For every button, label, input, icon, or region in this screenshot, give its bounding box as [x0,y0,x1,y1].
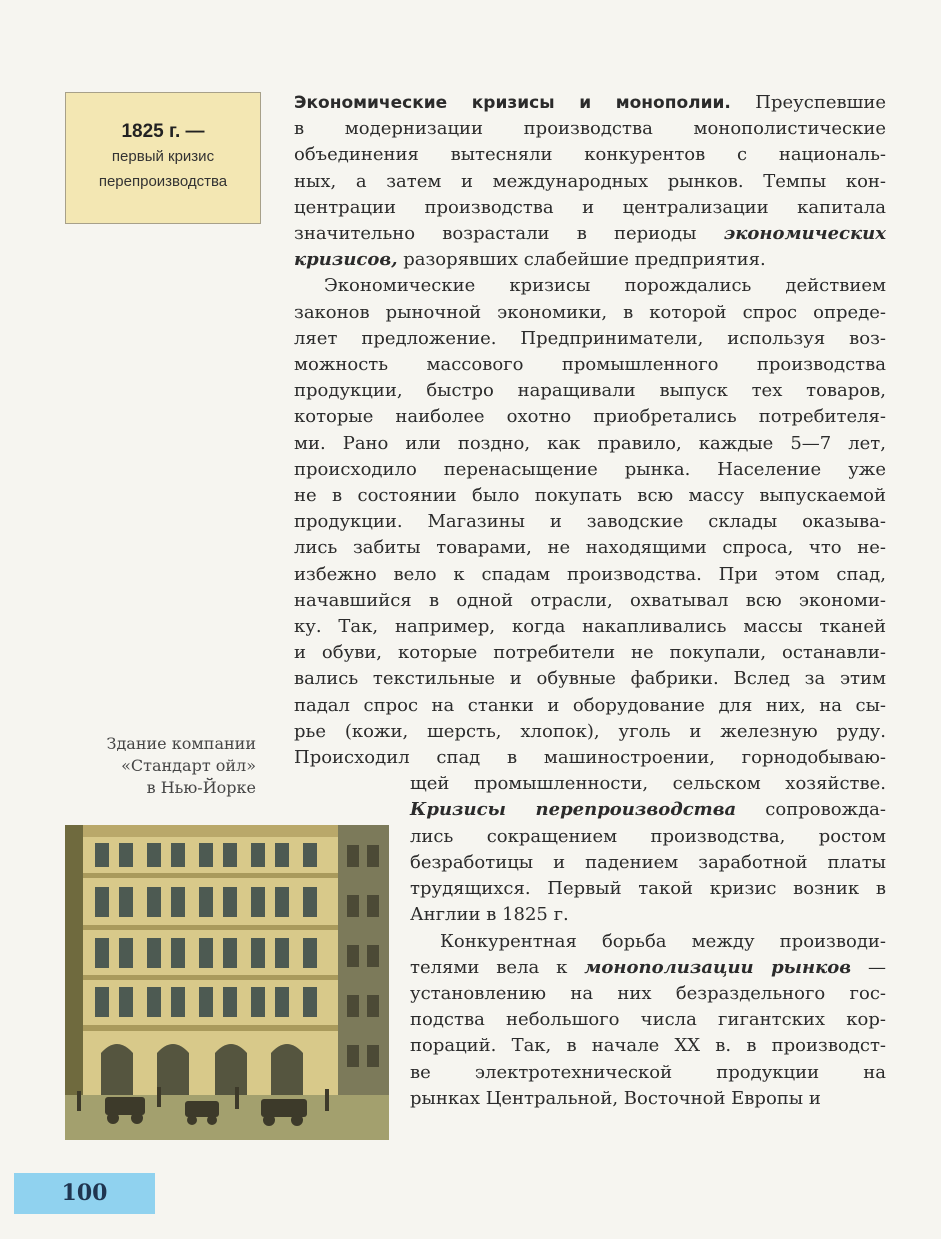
text-line: Англии в 1825 г. [410,904,569,926]
text-line: продукции, быстро наращивали выпуск тех товаров, [294,380,886,402]
text-line: Конкурентная борьба между производи- [440,930,886,952]
image-caption [36,733,256,799]
text-line: вались текстильные и обувные фабрики. Вслед за этим [294,668,886,690]
text-fragment: разорявших слабейшие предприятия. [397,249,766,271]
text-line: не в состоянии было покупать всю массу выпускаемой [294,485,886,507]
text-line: законов рыночной экономики, в которой спрос опреде- [294,301,886,323]
text-line: избежно вело к спадам производства. При этом спад, [294,563,886,585]
text-line: ляет предложение. Предприниматели, используя воз- [294,327,886,349]
text-line [294,221,886,247]
text-fragment: — [851,956,887,978]
text-line: ных, а затем и международных рынков. Темпы кон- [294,170,886,192]
main-text [294,90,886,1112]
text-line [294,90,886,116]
text-line: безработицы и падением заработной платы [410,851,886,873]
text-line: пораций. Так, в начале XX в. в производст- [410,1035,886,1057]
text-line: ку. Так, например, когда накапливались массы тканей [294,616,886,638]
text-line [294,247,886,273]
text-fragment: значительно возрастали в периоды [294,223,724,245]
text-line: рынках Центральной, Восточной Европы и [410,1087,821,1109]
text-line: трудящихся. Первый такой кризис возник в [410,878,886,900]
text-line: центрации производства и централизации капитала [294,196,886,218]
term-overproduction-crises: Кризисы перепроизводства [410,799,737,821]
text-line: объединения вытесняли конкурентов с националь- [294,144,886,166]
text-line [410,955,886,981]
text-line: подства небольшого числа гигантских кор- [410,1009,886,1031]
text-line: щей промышленности, сельском хозяйстве. [410,773,886,795]
sidebox-year: 1825 г. — [121,121,205,142]
text-line: продукции. Магазины и заводские склады оказыва- [294,511,886,533]
term-economic-crises: экономических [723,223,886,245]
text-line: падал спрос на станки и оборудование для них, на сы- [294,694,886,716]
text-line: установлению на них безраздельного гос- [410,982,886,1004]
text-fragment: сопровожда- [736,799,886,821]
text-line: которые наиболее охотно приобретались потребителя- [294,406,886,428]
term-market-monopolization: монополизации рынков [584,956,852,978]
caption-line: Здание компании [106,734,256,753]
text-line: и обуви, которые потребители не покупали, останавли- [294,642,886,664]
text-line: начавшийся в одной отрасли, охватывал всю экономи- [294,589,886,611]
text-line: в модернизации производства монополистические [294,118,886,140]
text-line: лись сокращением производства, ростом [410,825,886,847]
date-sidebox [65,92,261,224]
page-number: 100 [14,1173,155,1214]
text-line: рье (кожи, шерсть, хлопок), уголь и железную руду. [294,720,886,742]
text-line: происходило перенасыщение рынка. Население уже [294,458,886,480]
sidebox-text-line: перепроизводства [98,173,228,190]
text-line: можность массового промышленного производства [294,354,886,376]
section-heading: Экономические кризисы и монополии. [294,93,731,113]
text-line: ве электротехнической продукции на [410,1061,886,1083]
text-fragment: Преуспевшие [730,92,886,113]
text-line: Экономические кризисы порождались действием [324,275,886,297]
text-line [410,797,886,823]
text-line: Происходил спад в машиностроении, горнодобываю- [294,747,886,769]
sidebox-text-line: первый кризис [111,148,215,165]
text-line: лись забиты товарами, не находящими спроса, что не- [294,537,886,559]
text-fragment: телями вела к [410,956,585,978]
term-economic-crises-end: кризисов, [294,249,398,271]
caption-line: в Нью-Йорке [146,778,256,797]
text-line: ми. Рано или поздно, как правило, каждые 5—7 лет, [294,432,886,454]
caption-line: «Стандарт ойл» [121,756,256,775]
